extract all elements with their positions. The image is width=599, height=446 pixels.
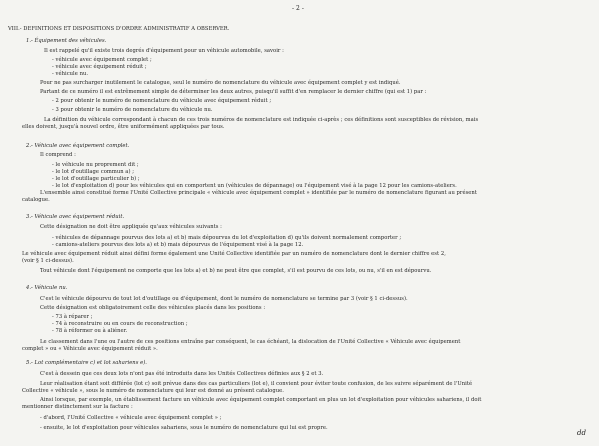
s4-item: - 73 à réparer ; (52, 314, 93, 320)
signature-initials: dd (577, 429, 587, 437)
s1-sub-item: - 3 pour obtenir le numéro de nomenclature du véhicule nu. (52, 107, 213, 113)
s4-paragraph: Le classement dans l'une ou l'autre de ces positions entraîne par conséquent, le cas échéant, la dislocation de l'Unité Collective « Véhicule avec équipement (40, 339, 461, 345)
s5-paragraph: Collective « véhicule », sous le numéro de nomenclature qui leur est donné au présent catalogue. (22, 388, 284, 394)
s2-intro: Il comprend : (40, 152, 76, 158)
s2-item: - le lot d'outillage commun a) ; (52, 169, 135, 175)
s4-title: 4.- Véhicule nu. (26, 285, 68, 291)
page-number: - 2 - (292, 5, 304, 12)
s1-paragraph: elles doivent, jusqu'à nouvel ordre, être uniformément appliquées par tous. (22, 124, 225, 130)
s3-item: - véhicules de dépannage pourvus des lots a) et b) mais dépourvus du lot d'exploitation d) qu'ils doivent normalement comporter ; (52, 235, 402, 241)
s2-title: 2.- Véhicule avec équipement complet. (26, 143, 130, 149)
s5-paragraph: Leur réalisation étant soit différée (lot c) soit prévue dans des cas particuliers (lot e), il convient pour éviter toute confusion, de les suivre séparément de l'Unité (40, 381, 473, 387)
s1-intro: Il est rappelé qu'il existe trois degrés d'équipement pour un véhicule automobile, savoir : (44, 48, 284, 54)
s1-paragraph: La définition du véhicule correspondant à chacun de ces trois numéros de nomenclature est indiquée ci-après ; ces définitions sont susceptibles de révision, mais (44, 117, 479, 123)
s5-item: - d'abord, l'Unité Collective « véhicule avec équipement complet » ; (40, 415, 222, 421)
s4-paragraph: C'est le véhicule dépourvu de tout lot d'outillage ou d'équipement, dont le numéro de nomenclature se termine par 3 (voir § 1 ci-dessus). (40, 296, 408, 302)
s2-paragraph: L'ensemble ainsi constitué forme l'Unité Collective principale « véhicule avec équipement complet » identifiée par le numéro de nomenclature figurant au présent (40, 190, 477, 196)
s5-paragraph: Ainsi lorsque, par exemple, un établissement facture un véhicule avec équipement complet comportant en plus un lot d'exploitation pour véhicules sahariens, il doit (40, 397, 482, 403)
s4-paragraph: Cette désignation est obligatoirement celle des véhicules placés dans les positions : (40, 305, 266, 311)
s1-sub-item: - 2 pour obtenir le numéro de nomenclature du véhicule avec équipement réduit ; (52, 98, 272, 104)
s1-item: - véhicule nu. (52, 71, 89, 77)
s5-paragraph: mentionner distinctement sur la facture : (22, 404, 133, 410)
s2-item: - le lot d'exploitation d) pour les véhicules qui en comportent un (véhicules de dépannage) ou l'équipement visé à la page 12 pour les camions-ateliers. (52, 183, 457, 189)
s3-title: 3.- Véhicule avec équipement réduit. (26, 214, 125, 220)
s1-item: - véhicule avec équipement complet ; (52, 57, 152, 63)
s3-item: - camions-ateliers pourvus des lots a) et b) mais dépourvus de l'équipement visé à la page 12. (52, 242, 304, 248)
s4-item: - 78 à réformer ou à aliéner. (52, 328, 128, 334)
s5-item: - ensuite, le lot d'exploitation pour véhicules sahariens, sous le numéro de nomenclature qui lui est propre. (40, 425, 328, 431)
s1-title: 1.- Équipement des véhicules. (26, 38, 107, 44)
s4-item: - 74 à reconstruire ou en cours de reconstruction ; (52, 321, 188, 327)
s2-item: - le véhicule nu proprement dit ; (52, 162, 139, 168)
section-heading: VIII.- DEFINITIONS ET DISPOSITIONS D'ORDRE ADMINISTRATIF A OBSERVER. (8, 26, 230, 32)
s1-paragraph: Partant de ce numéro il est extrêmement simple de déterminer les deux autres, puisqu'il suffit d'en remplacer le dernier chiffre (qui est 1) par : (40, 89, 427, 95)
s4-paragraph: complet » ou « Véhicule avec équipement réduit ». (22, 346, 158, 352)
s3-paragraph: (voir § 1 ci-dessus). (22, 258, 74, 264)
s5-paragraph: C'est à dessein que ces deux lots n'ont pas été introduits dans les Unités Collectives définies aux § 2 et 3. (40, 371, 324, 377)
s2-item: - le lot d'outillage particulier b) ; (52, 176, 140, 182)
s1-paragraph: Pour ne pas surcharger inutilement le catalogue, seul le numéro de nomenclature du véhicule avec équipement complet y est indiqué. (40, 80, 401, 86)
s3-intro: Cette désignation ne doit être appliquée qu'aux véhicules suivants : (40, 224, 222, 230)
s3-paragraph: Tout véhicule dont l'équipement ne comporte que les lots a) et b) ne peut être que complet, s'il est pourvu de ces lots, ou nu, s'il en est dépourvu. (40, 268, 432, 274)
s5-title: 5.- Lot complémentaire c) et lot sahariens e). (26, 360, 148, 366)
s2-paragraph: catalogue. (22, 197, 50, 203)
s1-item: - véhicule avec équipement réduit ; (52, 64, 147, 70)
s3-paragraph: Le véhicule avec équipement réduit ainsi défini forme également une Unité Collective identifiée par un numéro de nomenclature dont le dernier chiffre est 2, (22, 251, 446, 257)
